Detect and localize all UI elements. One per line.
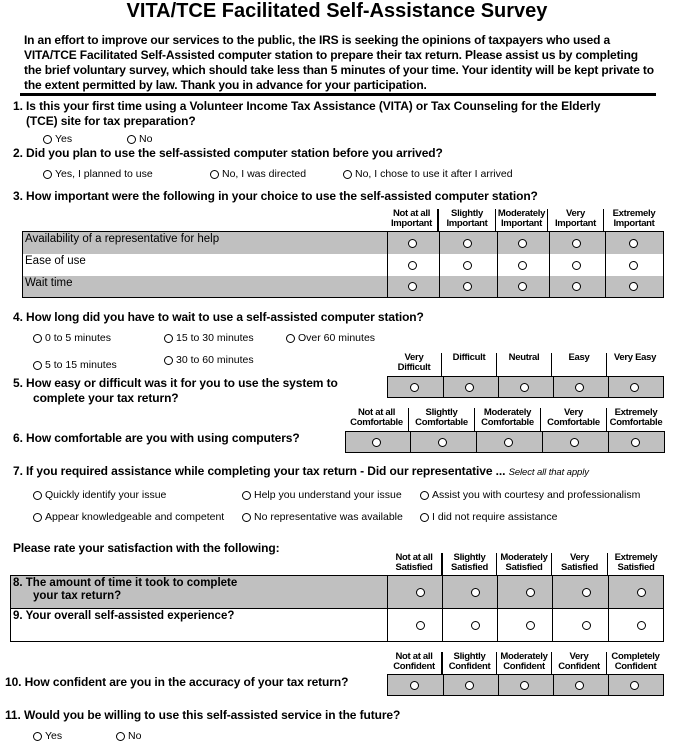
- q9-c2[interactable]: [442, 609, 497, 641]
- q3-r2-c5[interactable]: [605, 254, 663, 276]
- radio-icon: [582, 588, 591, 597]
- q10-c4[interactable]: [553, 675, 608, 695]
- radio-icon: [518, 261, 527, 270]
- radio-icon: [33, 732, 42, 741]
- radio-icon: [631, 438, 640, 447]
- radio-icon: [465, 681, 474, 690]
- q3-r1-c4[interactable]: [549, 232, 605, 254]
- q3-text: 3. How important were the following in your choice to use the self-assisted computer station?: [13, 189, 538, 203]
- survey-title: VITA/TCE Facilitated Self-Assistance Survey: [126, 0, 548, 22]
- q10-c1[interactable]: [388, 675, 443, 695]
- q6-scale-1: Not at all Comfortable: [345, 408, 409, 431]
- checkbox-icon: [420, 491, 429, 500]
- checkbox-icon: [420, 513, 429, 522]
- q3-r1-c5[interactable]: [605, 232, 663, 254]
- q8-c1[interactable]: [387, 576, 442, 608]
- q6-c2[interactable]: [410, 432, 476, 452]
- q3-row-availability: Availability of a representative for help: [23, 232, 663, 254]
- q5-scale-5: Very Easy: [613, 352, 657, 363]
- radio-icon: [164, 334, 173, 343]
- q6-c3[interactable]: [476, 432, 542, 452]
- radio-icon: [116, 732, 125, 741]
- radio-icon: [408, 261, 417, 270]
- sat-scale-2: Slightly Satisfied: [442, 553, 497, 575]
- satisfaction-heading: Please rate your satisfaction with the following:: [13, 541, 280, 555]
- radio-icon: [343, 170, 352, 179]
- q3-r3-c3[interactable]: [497, 276, 549, 297]
- q6-c5[interactable]: [608, 432, 664, 452]
- q5-c5[interactable]: [608, 377, 663, 397]
- sat-scale-3: Moderately Satisfied: [497, 553, 552, 575]
- q3-scale-4: Very Important: [548, 209, 604, 231]
- q6-grid: [345, 431, 665, 453]
- radio-icon: [286, 334, 295, 343]
- q3-row-wait: Wait time: [23, 276, 663, 297]
- sat-scale-5: Extremely Satisfied: [614, 552, 658, 573]
- q3-scale-1: Not at all Important: [386, 209, 438, 231]
- checkbox-icon: [33, 491, 42, 500]
- q9-c5[interactable]: [608, 609, 663, 641]
- q9-c3[interactable]: [497, 609, 552, 641]
- radio-icon: [416, 621, 425, 630]
- q5-c3[interactable]: [498, 377, 553, 397]
- q9-text: 9. Your overall self-assisted experience?: [13, 610, 235, 622]
- radio-icon: [575, 681, 584, 690]
- radio-icon: [575, 383, 584, 392]
- q7-note: Select all that apply: [508, 467, 589, 478]
- q6-scale-4: Very Comfortable: [541, 408, 607, 431]
- radio-icon: [465, 383, 474, 392]
- radio-icon: [518, 239, 527, 248]
- q7-option-no-rep[interactable]: No representative was available: [242, 511, 403, 524]
- q8-text-line2: your tax return?: [33, 590, 122, 602]
- q10-scale-header: [387, 652, 664, 674]
- q8-row: [11, 576, 663, 609]
- radio-icon: [210, 170, 219, 179]
- q6-scale-3: Moderately Comfortable: [475, 408, 541, 431]
- q8-c5[interactable]: [608, 576, 663, 608]
- q8-c4[interactable]: [552, 576, 608, 608]
- q4-option-30-60[interactable]: 30 to 60 minutes: [164, 354, 254, 367]
- q10-scale-5: Completely Confident: [611, 651, 660, 672]
- radio-icon: [463, 282, 472, 291]
- q10-grid: [387, 674, 664, 696]
- checkbox-icon: [242, 513, 251, 522]
- q8-c2[interactable]: [442, 576, 497, 608]
- q6-scale-5: Extremely Comfortable: [609, 407, 663, 428]
- q3-r3-c4[interactable]: [549, 276, 605, 297]
- intro-paragraph: In an effort to improve our services to the public, the IRS is seeking the opinions of taxpayers who used a VITA/TCE Facilitated Self-Assisted computer station to prepare their tax return. Please assist us by completing the brief voluntary survey, which should take less than 5 minutes of your time. Your identity will be kept private to the extent permitted by law. Thank you in advance for your participation.: [24, 33, 654, 92]
- q3-row-ease: Ease of use: [23, 254, 663, 276]
- radio-icon: [416, 588, 425, 597]
- radio-icon: [520, 383, 529, 392]
- q10-scale-4: Very Confident: [552, 652, 607, 674]
- q3-r3-c5[interactable]: [605, 276, 663, 297]
- checkbox-icon: [33, 513, 42, 522]
- q3-scale-3: Moderately Important: [496, 209, 548, 231]
- radio-icon: [637, 588, 646, 597]
- radio-icon: [471, 621, 480, 630]
- q4-text: 4. How long did you have to wait to use a self-assisted computer station?: [13, 310, 424, 324]
- radio-icon: [582, 621, 591, 630]
- satisfaction-grid: [10, 575, 664, 642]
- q3-r2-c1[interactable]: [387, 254, 439, 276]
- checkbox-icon: [242, 491, 251, 500]
- q3-r1-c3[interactable]: [497, 232, 549, 254]
- q6-c4[interactable]: [542, 432, 608, 452]
- q7-option-no-assist[interactable]: I did not require assistance: [420, 511, 558, 524]
- q5-text-line1: 5. How easy or difficult was it for you to use the system to: [13, 376, 338, 390]
- q3-r2-c4[interactable]: [549, 254, 605, 276]
- q2-text: 2. Did you plan to use the self-assisted computer station before you arrived?: [13, 146, 443, 160]
- radio-icon: [504, 438, 513, 447]
- title-divider: [20, 93, 656, 96]
- radio-icon: [372, 438, 381, 447]
- q5-scale-2: Difficult: [442, 353, 497, 376]
- q10-scale-1: Not at all Confident: [387, 652, 442, 674]
- radio-icon: [520, 681, 529, 690]
- q10-c2[interactable]: [443, 675, 498, 695]
- q4-option-15-30[interactable]: 15 to 30 minutes: [164, 332, 254, 345]
- q5-c4[interactable]: [553, 377, 608, 397]
- radio-icon: [637, 621, 646, 630]
- q5-c1[interactable]: [388, 377, 443, 397]
- radio-icon: [630, 383, 639, 392]
- q2-option-directed[interactable]: No, I was directed: [210, 168, 306, 181]
- radio-icon: [164, 356, 173, 365]
- q4-option-over-60[interactable]: Over 60 minutes: [286, 332, 375, 345]
- radio-icon: [629, 261, 638, 270]
- q3-scale-5: Extremely Important: [612, 208, 656, 229]
- q10-c5[interactable]: [608, 675, 663, 695]
- radio-icon: [43, 170, 52, 179]
- q7-option-courtesy[interactable]: Assist you with courtesy and professionalism: [420, 489, 640, 502]
- q1-text-line2: (TCE) site for tax preparation?: [26, 114, 196, 128]
- radio-icon: [408, 282, 417, 291]
- radio-icon: [629, 239, 638, 248]
- q7-option-knowledgeable[interactable]: Appear knowledgeable and competent: [33, 511, 224, 524]
- radio-icon: [471, 588, 480, 597]
- q5-scale-4: Easy: [552, 353, 607, 376]
- q1-text-line1: 1. Is this your first time using a Volunteer Income Tax Assistance (VITA) or Tax Counseling for the Elderly: [13, 99, 601, 113]
- q3-r1-c1[interactable]: [387, 232, 439, 254]
- sat-scale-1: Not at all Satisfied: [387, 553, 442, 575]
- radio-icon: [572, 282, 581, 291]
- q9-c1[interactable]: [387, 609, 442, 641]
- radio-icon: [572, 239, 581, 248]
- q4-option-0-5[interactable]: 0 to 5 minutes: [33, 332, 111, 345]
- q3-r3-c2[interactable]: [439, 276, 497, 297]
- q8-c3[interactable]: [497, 576, 552, 608]
- q10-text: 10. How confident are you in the accuracy of your tax return?: [5, 675, 349, 689]
- radio-icon: [570, 438, 579, 447]
- radio-icon: [33, 361, 42, 370]
- q8-text-line1: 8. The amount of time it took to complete: [13, 577, 238, 589]
- q3-r2-c3[interactable]: [497, 254, 549, 276]
- radio-icon: [33, 334, 42, 343]
- radio-icon: [629, 282, 638, 291]
- radio-icon: [408, 239, 417, 248]
- radio-icon: [410, 681, 419, 690]
- q5-scale-header: [387, 353, 663, 376]
- q10-c3[interactable]: [498, 675, 553, 695]
- q7-text: 7. If you required assistance while completing your tax return - Did our representative ... Select all that apply: [13, 464, 589, 478]
- q3-scale-2: Slightly Important: [438, 209, 496, 231]
- radio-icon: [410, 383, 419, 392]
- q2-option-chose-after[interactable]: No, I chose to use it after I arrived: [343, 168, 513, 181]
- q3-r3-c1[interactable]: [387, 276, 439, 297]
- q3-r2-c2[interactable]: [439, 254, 497, 276]
- q5-text-line2: complete your tax return?: [33, 391, 179, 405]
- radio-icon: [526, 588, 535, 597]
- q3-grid: [22, 231, 664, 298]
- sat-scale-4: Very Satisfied: [552, 553, 608, 575]
- q1-option-no[interactable]: No: [127, 133, 152, 146]
- q2-option-planned[interactable]: Yes, I planned to use: [43, 168, 153, 181]
- q6-text: 6. How comfortable are you with using computers?: [13, 431, 300, 445]
- q11-text: 11. Would you be willing to use this self-assisted service in the future?: [5, 708, 401, 722]
- radio-icon: [43, 135, 52, 144]
- q4-option-5-15[interactable]: 5 to 15 minutes: [33, 359, 117, 372]
- q3-r1-c2[interactable]: [439, 232, 497, 254]
- radio-icon: [526, 621, 535, 630]
- q10-scale-2: Slightly Confident: [442, 652, 497, 674]
- q6-scale-2: Slightly Comfortable: [409, 408, 475, 431]
- q7-option-identify[interactable]: Quickly identify your issue: [33, 489, 166, 502]
- radio-icon: [463, 261, 472, 270]
- radio-icon: [438, 438, 447, 447]
- q5-scale-1: Very Difficult: [387, 353, 442, 376]
- q9-c4[interactable]: [552, 609, 608, 641]
- q3-scale-header: [386, 209, 664, 231]
- q11-option-yes[interactable]: Yes: [33, 730, 62, 743]
- q5-grid: [387, 376, 664, 398]
- q10-scale-3: Moderately Confident: [497, 652, 552, 674]
- q5-c2[interactable]: [443, 377, 498, 397]
- q5-scale-3: Neutral: [497, 353, 552, 376]
- radio-icon: [518, 282, 527, 291]
- radio-icon: [463, 239, 472, 248]
- satisfaction-scale-header: [387, 553, 664, 575]
- q6-c1[interactable]: [346, 432, 410, 452]
- radio-icon: [572, 261, 581, 270]
- radio-icon: [630, 681, 639, 690]
- q9-row: [11, 609, 663, 641]
- q7-option-understand[interactable]: Help you understand your issue: [242, 489, 402, 502]
- q11-option-no[interactable]: No: [116, 730, 141, 743]
- q1-option-yes[interactable]: Yes: [43, 133, 72, 146]
- radio-icon: [127, 135, 136, 144]
- q6-scale-header: [345, 408, 665, 431]
